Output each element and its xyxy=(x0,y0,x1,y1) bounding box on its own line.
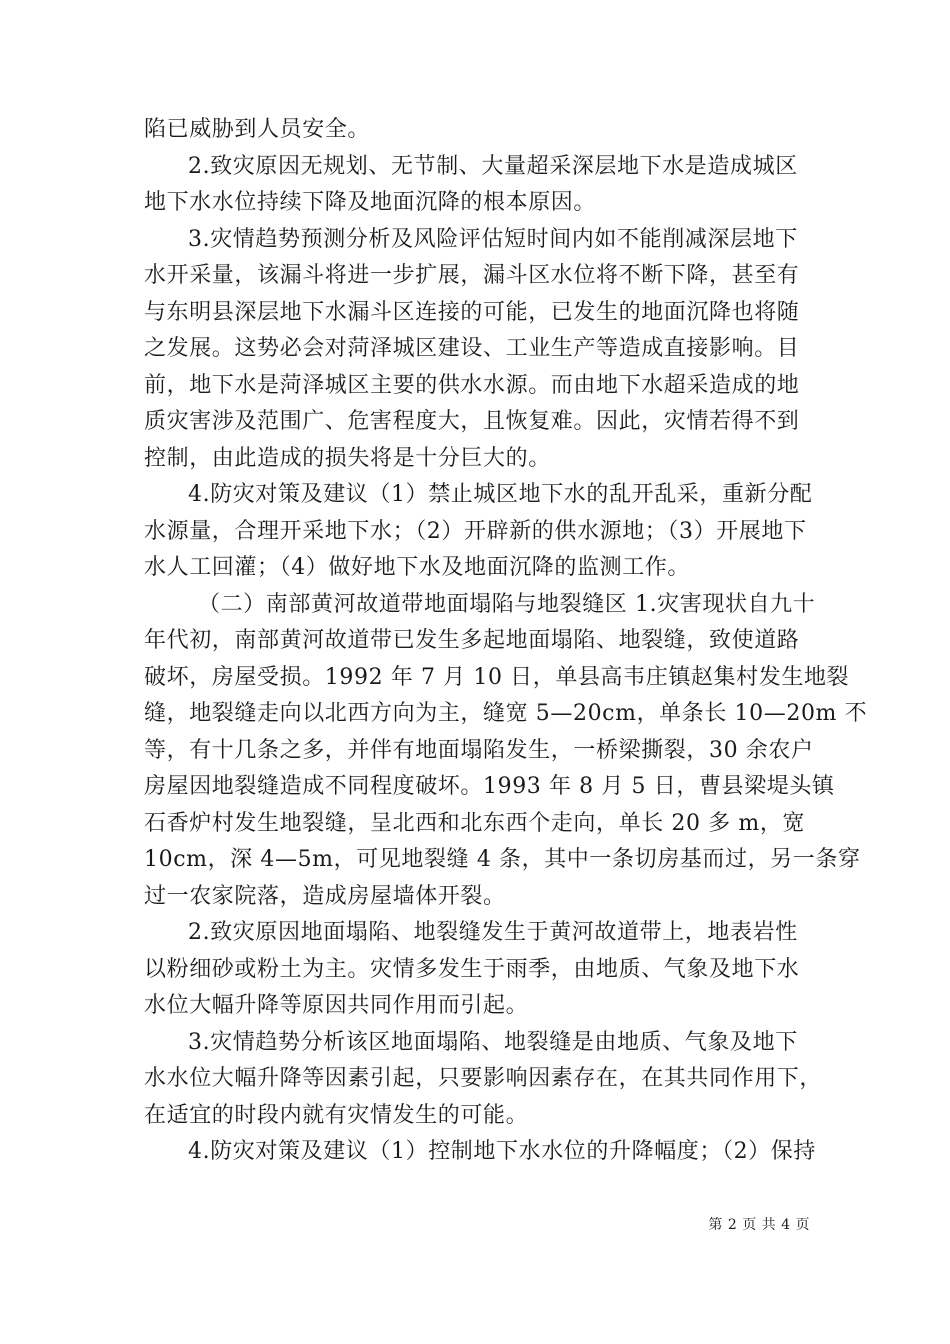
text-line: 石香炉村发生地裂缝，呈北西和北东西个走向，单长 20 多 m，宽 xyxy=(144,810,806,836)
text-line: 地下水水位持续下降及地面沉降的根本原因。 xyxy=(144,190,597,215)
text-line: 以粉细砂或粉土为主。灾情多发生于雨季，由地质、气象及地下水 xyxy=(144,956,800,982)
text-line: 水水位大幅升降等因素引起，只要影响因素存在，在其共同作用下， xyxy=(144,1066,823,1091)
text-line: 年代初，南部黄河故道带已发生多起地面塌陷、地裂缝，致使道路 xyxy=(144,628,800,653)
text-line: 等，有十几条之多，并伴有地面塌陷发生，一桥梁撕裂，30 余农户 xyxy=(144,737,814,763)
text-line: 3.灾情趋势预测分析及风险评估短时间内如不能削减深层地下 xyxy=(188,226,798,252)
text-line: 水人工回灌；（4）做好地下水及地面沉降的监测工作。 xyxy=(144,555,690,580)
text-line: 与东明县深层地下水漏斗区连接的可能，已发生的地面沉降也将随 xyxy=(144,299,800,325)
text-line: 前，地下水是菏泽城区主要的供水水源。而由地下水超采造成的地 xyxy=(144,372,800,398)
text-line: 在适宜的时段内就有灾情发生的可能。 xyxy=(144,1102,529,1128)
text-line: 10cm，深 4—5m，可见地裂缝 4 条，其中一条切房基而过，另一条穿 xyxy=(144,847,861,872)
text-line: 陷已威胁到人员安全。 xyxy=(144,117,371,142)
text-line: 4.防灾对策及建议（1）控制地下水水位的升降幅度；（2）保持 xyxy=(188,1139,816,1164)
text-line: 破坏，房屋受损。1992 年 7 月 10 日，单县高韦庄镇赵集村发生地裂 xyxy=(144,664,850,690)
text-line: 水位大幅升降等原因共同作用而引起。 xyxy=(144,993,529,1018)
text-line: 3.灾情趋势分析该区地面塌陷、地裂缝是由地质、气象及地下 xyxy=(188,1029,798,1055)
text-line: 2.致灾原因无规划、无节制、大量超采深层地下水是造成城区 xyxy=(188,153,798,179)
text-line: 之发展。这势必会对菏泽城区建设、工业生产等造成直接影响。目 xyxy=(144,336,800,361)
text-line: 过一农家院落，造成房屋墙体开裂。 xyxy=(144,883,506,909)
text-line: 缝，地裂缝走向以北西方向为主，缝宽 5—20cm，单条长 10—20m 不 xyxy=(144,701,868,726)
page-number: 第 2 页 共 4 页 xyxy=(708,1217,810,1233)
text-line: 水开采量，该漏斗将进一步扩展，漏斗区水位将不断下降，甚至有 xyxy=(144,263,800,288)
text-line: 质灾害涉及范围广、危害程度大，且恢复难。因此，灾情若得不到 xyxy=(144,409,800,434)
text-line: 房屋因地裂缝造成不同程度破坏。1993 年 8 月 5 日，曹县梁堤头镇 xyxy=(144,774,835,799)
document-body xyxy=(144,112,868,1171)
text-line: 2.致灾原因地面塌陷、地裂缝发生于黄河故道带上，地表岩性 xyxy=(188,920,798,945)
section-heading-line: （二）南部黄河故道带地面塌陷与地裂缝区 1.灾害现状自九十 xyxy=(198,591,816,617)
text-line: 水源量，合理开采地下水；（2）开辟新的供水源地；（3）开展地下 xyxy=(144,518,807,544)
text-line: 控制，由此造成的损失将是十分巨大的。 xyxy=(144,445,551,471)
text-line: 4.防灾对策及建议（1）禁止城区地下水的乱开乱采，重新分配 xyxy=(188,482,813,507)
